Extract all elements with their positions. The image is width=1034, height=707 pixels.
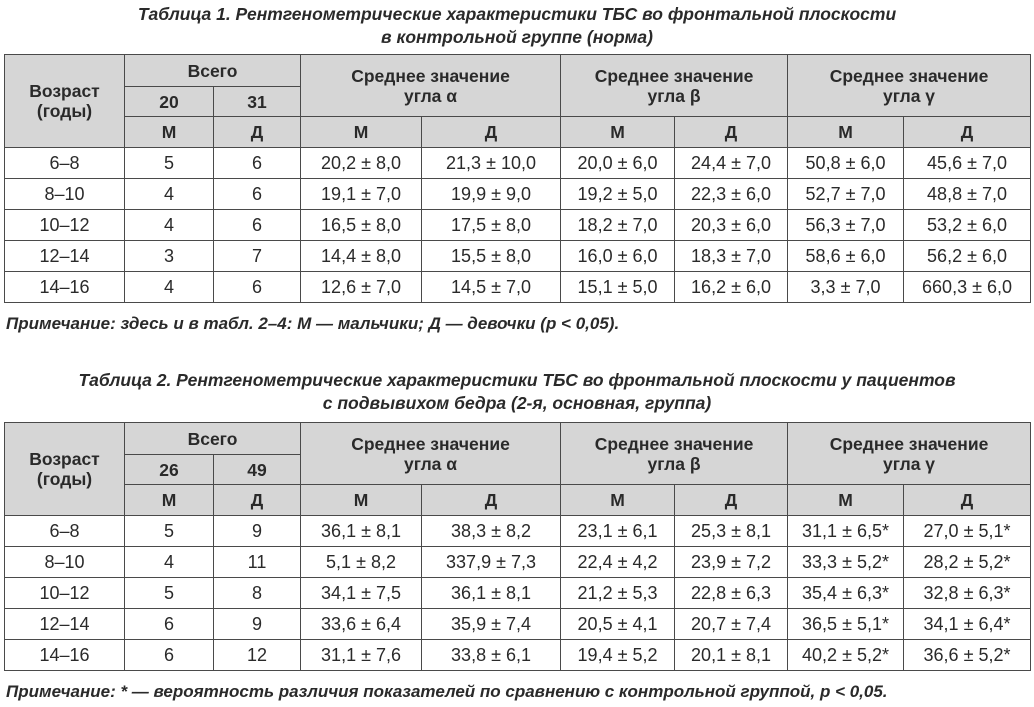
total-m-count: 26: [125, 455, 214, 485]
alpha-m-cell: 36,1 ± 8,1: [301, 516, 422, 547]
gamma-m-cell: 58,6 ± 6,0: [788, 241, 904, 272]
beta-d-cell: 22,3 ± 6,0: [675, 179, 788, 210]
m-count-cell: 5: [125, 516, 214, 547]
gamma-m-cell: 56,3 ± 7,0: [788, 210, 904, 241]
m-count-cell: 4: [125, 210, 214, 241]
gamma-m-cell: 40,2 ± 5,2*: [788, 640, 904, 671]
alpha-m-cell: 34,1 ± 7,5: [301, 578, 422, 609]
beta-m-cell: 15,1 ± 5,0: [561, 272, 675, 303]
alpha-m-cell: 5,1 ± 8,2: [301, 547, 422, 578]
table2-note: Примечание: * — вероятность различия показателей по сравнению с контрольной группой, p < 0,05.: [6, 682, 888, 701]
alpha-header: Среднее значение угла α: [301, 55, 561, 117]
subheader-alpha-d: Д: [422, 117, 561, 148]
subheader-gamma-m: М: [788, 485, 904, 516]
beta-m-cell: 20,0 ± 6,0: [561, 148, 675, 179]
d-count-cell: 9: [214, 609, 301, 640]
table1-caption: [0, 3, 1034, 49]
alpha-header: Среднее значение угла α: [301, 423, 561, 485]
table1: [4, 54, 1031, 303]
d-count-cell: 6: [214, 148, 301, 179]
table1-caption-line2: в контрольной группе (норма): [381, 27, 653, 47]
subheader-beta-m: М: [561, 485, 675, 516]
age-cell: 12–14: [5, 609, 125, 640]
total-d-count: 49: [214, 455, 301, 485]
age-cell: 12–14: [5, 241, 125, 272]
d-count-cell: 6: [214, 179, 301, 210]
subheader-beta-d: Д: [675, 117, 788, 148]
table-row: [5, 609, 1031, 640]
gamma-d-cell: 660,3 ± 6,0: [904, 272, 1031, 303]
alpha-m-cell: 14,4 ± 8,0: [301, 241, 422, 272]
beta-d-cell: 20,1 ± 8,1: [675, 640, 788, 671]
gamma-d-cell: 27,0 ± 5,1*: [904, 516, 1031, 547]
age-cell: 8–10: [5, 547, 125, 578]
beta-d-cell: 18,3 ± 7,0: [675, 241, 788, 272]
table-row: [5, 547, 1031, 578]
gamma-d-cell: 56,2 ± 6,0: [904, 241, 1031, 272]
total-d-count: 31: [214, 87, 301, 117]
gamma-m-cell: 52,7 ± 7,0: [788, 179, 904, 210]
m-count-cell: 5: [125, 148, 214, 179]
total-header: Всего: [125, 55, 301, 87]
gamma-d-cell: 28,2 ± 5,2*: [904, 547, 1031, 578]
beta-d-cell: 25,3 ± 8,1: [675, 516, 788, 547]
age-header: Возраст (годы): [5, 423, 125, 516]
beta-m-cell: 23,1 ± 6,1: [561, 516, 675, 547]
gamma-d-cell: 48,8 ± 7,0: [904, 179, 1031, 210]
age-cell: 10–12: [5, 210, 125, 241]
table-row: [5, 640, 1031, 671]
table2-caption: [0, 369, 1034, 415]
age-header: Возраст (годы): [5, 55, 125, 148]
gamma-d-cell: 32,8 ± 6,3*: [904, 578, 1031, 609]
beta-d-cell: 22,8 ± 6,3: [675, 578, 788, 609]
table-row: [5, 241, 1031, 272]
alpha-m-cell: 20,2 ± 8,0: [301, 148, 422, 179]
gamma-header: Среднее значение угла γ: [788, 55, 1031, 117]
gamma-d-cell: 34,1 ± 6,4*: [904, 609, 1031, 640]
alpha-d-cell: 21,3 ± 10,0: [422, 148, 561, 179]
table2-caption-line1: Таблица 2. Рентгенометрические характеристики ТБС во фронтальной плоскости у пациентов: [78, 370, 956, 390]
alpha-d-cell: 19,9 ± 9,0: [422, 179, 561, 210]
gamma-m-cell: 50,8 ± 6,0: [788, 148, 904, 179]
table-row: [5, 516, 1031, 547]
alpha-m-cell: 19,1 ± 7,0: [301, 179, 422, 210]
gamma-header: Среднее значение угла γ: [788, 423, 1031, 485]
beta-d-cell: 20,3 ± 6,0: [675, 210, 788, 241]
alpha-d-cell: 337,9 ± 7,3: [422, 547, 561, 578]
subheader-d: Д: [214, 485, 301, 516]
d-count-cell: 6: [214, 210, 301, 241]
alpha-d-cell: 33,8 ± 6,1: [422, 640, 561, 671]
gamma-m-cell: 3,3 ± 7,0: [788, 272, 904, 303]
table-row: [5, 272, 1031, 303]
subheader-beta-m: М: [561, 117, 675, 148]
gamma-m-cell: 33,3 ± 5,2*: [788, 547, 904, 578]
beta-m-cell: 19,4 ± 5,2: [561, 640, 675, 671]
beta-d-cell: 20,7 ± 7,4: [675, 609, 788, 640]
subheader-gamma-m: М: [788, 117, 904, 148]
subheader-m: М: [125, 485, 214, 516]
d-count-cell: 11: [214, 547, 301, 578]
m-count-cell: 6: [125, 609, 214, 640]
beta-m-cell: 21,2 ± 5,3: [561, 578, 675, 609]
d-count-cell: 12: [214, 640, 301, 671]
gamma-m-cell: 35,4 ± 6,3*: [788, 578, 904, 609]
subheader-d: Д: [214, 117, 301, 148]
beta-m-cell: 20,5 ± 4,1: [561, 609, 675, 640]
table-row: [5, 148, 1031, 179]
beta-m-cell: 18,2 ± 7,0: [561, 210, 675, 241]
beta-header: Среднее значение угла β: [561, 423, 788, 485]
beta-m-cell: 22,4 ± 4,2: [561, 547, 675, 578]
table2-caption-line2: с подвывихом бедра (2-я, основная, группа): [322, 393, 712, 413]
subheader-m: М: [125, 117, 214, 148]
table1-note: Примечание: здесь и в табл. 2–4: М — мальчики; Д — девочки (p < 0,05).: [6, 314, 620, 333]
subheader-alpha-d: Д: [422, 485, 561, 516]
gamma-m-cell: 36,5 ± 5,1*: [788, 609, 904, 640]
subheader-gamma-d: Д: [904, 485, 1031, 516]
alpha-d-cell: 38,3 ± 8,2: [422, 516, 561, 547]
table1-caption-line1: Таблица 1. Рентгенометрические характеристики ТБС во фронтальной плоскости: [137, 4, 897, 24]
beta-m-cell: 16,0 ± 6,0: [561, 241, 675, 272]
subheader-gamma-d: Д: [904, 117, 1031, 148]
gamma-d-cell: 53,2 ± 6,0: [904, 210, 1031, 241]
m-count-cell: 4: [125, 179, 214, 210]
beta-header: Среднее значение угла β: [561, 55, 788, 117]
age-cell: 14–16: [5, 640, 125, 671]
total-m-count: 20: [125, 87, 214, 117]
alpha-m-cell: 31,1 ± 7,6: [301, 640, 422, 671]
subheader-alpha-m: М: [301, 485, 422, 516]
subheader-beta-d: Д: [675, 485, 788, 516]
age-cell: 8–10: [5, 179, 125, 210]
age-cell: 6–8: [5, 516, 125, 547]
beta-d-cell: 24,4 ± 7,0: [675, 148, 788, 179]
table2: [4, 422, 1031, 671]
alpha-d-cell: 14,5 ± 7,0: [422, 272, 561, 303]
alpha-m-cell: 33,6 ± 6,4: [301, 609, 422, 640]
d-count-cell: 8: [214, 578, 301, 609]
subheader-alpha-m: М: [301, 117, 422, 148]
alpha-d-cell: 36,1 ± 8,1: [422, 578, 561, 609]
table-row: [5, 578, 1031, 609]
gamma-m-cell: 31,1 ± 6,5*: [788, 516, 904, 547]
d-count-cell: 9: [214, 516, 301, 547]
table-row: [5, 210, 1031, 241]
m-count-cell: 4: [125, 272, 214, 303]
m-count-cell: 6: [125, 640, 214, 671]
beta-m-cell: 19,2 ± 5,0: [561, 179, 675, 210]
d-count-cell: 6: [214, 272, 301, 303]
alpha-d-cell: 35,9 ± 7,4: [422, 609, 561, 640]
gamma-d-cell: 45,6 ± 7,0: [904, 148, 1031, 179]
table-row: [5, 179, 1031, 210]
m-count-cell: 5: [125, 578, 214, 609]
gamma-d-cell: 36,6 ± 5,2*: [904, 640, 1031, 671]
alpha-m-cell: 16,5 ± 8,0: [301, 210, 422, 241]
total-header: Всего: [125, 423, 301, 455]
alpha-d-cell: 17,5 ± 8,0: [422, 210, 561, 241]
alpha-d-cell: 15,5 ± 8,0: [422, 241, 561, 272]
beta-d-cell: 16,2 ± 6,0: [675, 272, 788, 303]
age-cell: 6–8: [5, 148, 125, 179]
d-count-cell: 7: [214, 241, 301, 272]
age-cell: 10–12: [5, 578, 125, 609]
beta-d-cell: 23,9 ± 7,2: [675, 547, 788, 578]
m-count-cell: 4: [125, 547, 214, 578]
age-cell: 14–16: [5, 272, 125, 303]
alpha-m-cell: 12,6 ± 7,0: [301, 272, 422, 303]
m-count-cell: 3: [125, 241, 214, 272]
